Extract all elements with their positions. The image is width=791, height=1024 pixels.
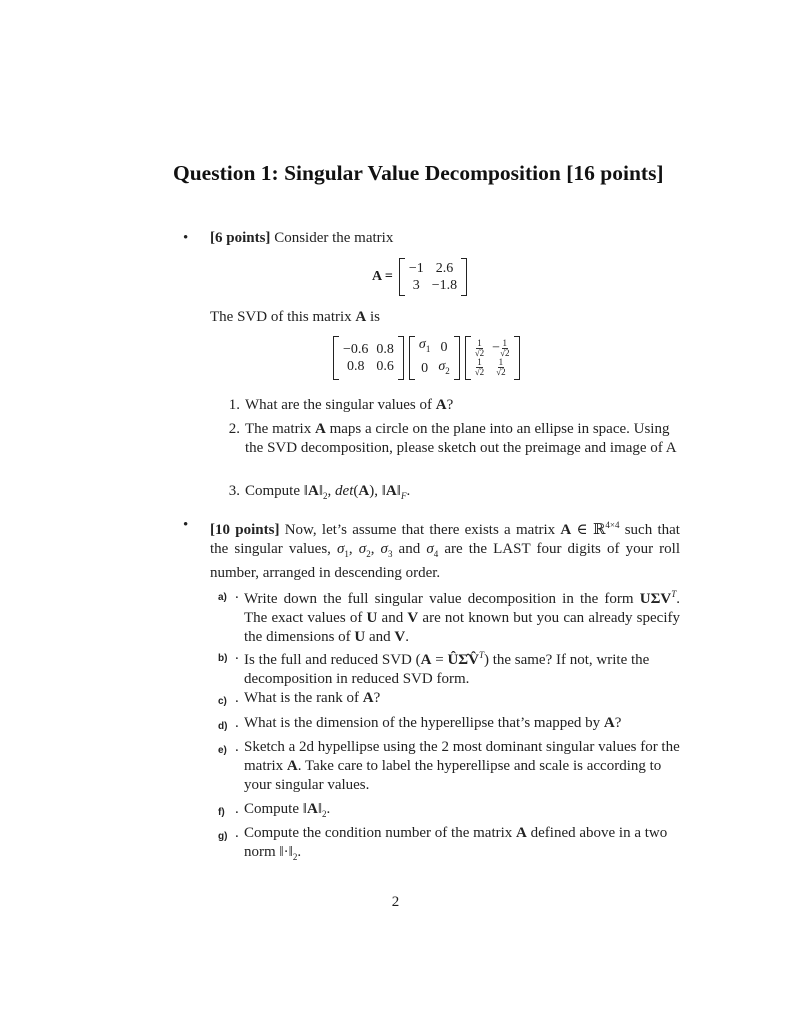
part1-item-3: 3. Compute $‖A‖_2$, det(A), $‖A‖_F$. [228,483,411,501]
part2-item-c: c) . What is the rank of A? [218,690,381,707]
part2-item-g: g) . Compute the condition number of the matrix A defined above in a two norm $‖\cdot‖_2$. [218,825,668,862]
matrix-cell: 0 [421,361,429,377]
matrix-a-block [372,258,467,296]
matrix-u [339,341,398,375]
part2-item-a: a) . Write down the full singular value decomposition in the form $U\Sigma V^T$. The exact values of U and V are not known but you can already specify the dimensions of U and V. [218,586,680,645]
matrix-cell: 3 [412,278,420,293]
svd-intro: The SVD of this matrix A is [210,309,381,325]
part1-item-2: 2. The matrix A maps a circle on the plane into an ellipse in space. Using the SVD decomposition, please sketch out the preimage and image of A [228,421,677,456]
matrix-a [405,260,461,294]
matrix-cell: − $\frac{1}{√2}$ [492,338,510,358]
matrix-cell: −1 [408,261,424,276]
part1-item-1: 1. What are the singular values of A? [228,397,454,413]
matrix-cell: −0.6 [343,342,369,357]
matrix-cell: 2.6 [435,261,454,276]
part2-intro: [10 points] Now, let’s assume that there exists a matrix A ∈ ℝ$^{4\times 4}$ such that the singular values, $\sigma_1$, $\sigma_2$, $\sigma_3$ and $\sigma_4$ are the LAST four digits of your roll number, arranged in descending order. [210,520,681,581]
matrix-a-label: A = [372,269,393,284]
matrix-cell: 0 [440,339,448,355]
part1-intro-text: Consider the matrix [274,230,394,246]
matrix-cell: $\sigma_1$ [418,337,431,354]
part1-intro [210,229,690,248]
part1-points: [6 points] [210,230,271,246]
matrix-cell: 0.8 [346,359,365,374]
matrix-cell: 0.8 [376,342,394,357]
part2-item-f: f) . Compute $‖A‖_2$. [218,801,331,819]
matrix-v-transpose [471,339,514,377]
svd-product [333,336,520,380]
matrix-cell: $\sigma_2$ [438,359,450,376]
matrix-cell: $\frac{1}{√2}$ [474,338,485,358]
page-number: 2 [391,894,400,910]
matrix-sigma [415,336,454,380]
bullet-dot: • [183,230,189,246]
bullet-dot: • [183,517,189,533]
part2-item-e: e) . Sketch a 2d hypellipse using the 2 most dominant singular values for the matrix A. Take care to label the hyperellipse and scale is according to your singular values. [218,739,680,793]
page-title: Question 1: Singular Value Decomposition [16 points] [173,161,664,185]
part2-item-d: d) . What is the dimension of the hyperellipse that’s mapped by A? [218,715,622,732]
part2-points: [10 points] [210,522,280,538]
matrix-cell: $\frac{1}{√2}$ [474,357,485,377]
matrix-cell: 0.6 [376,359,394,374]
matrix-cell: $\frac{1}{√2}$ [496,357,506,377]
matrix-cell: −1.8 [431,278,458,293]
part2-item-b: b) . Is the full and reduced SVD (A = ÛΣ̂V̂$^T$) the same? If not, write the decomposition in reduced SVD form. [218,647,650,687]
